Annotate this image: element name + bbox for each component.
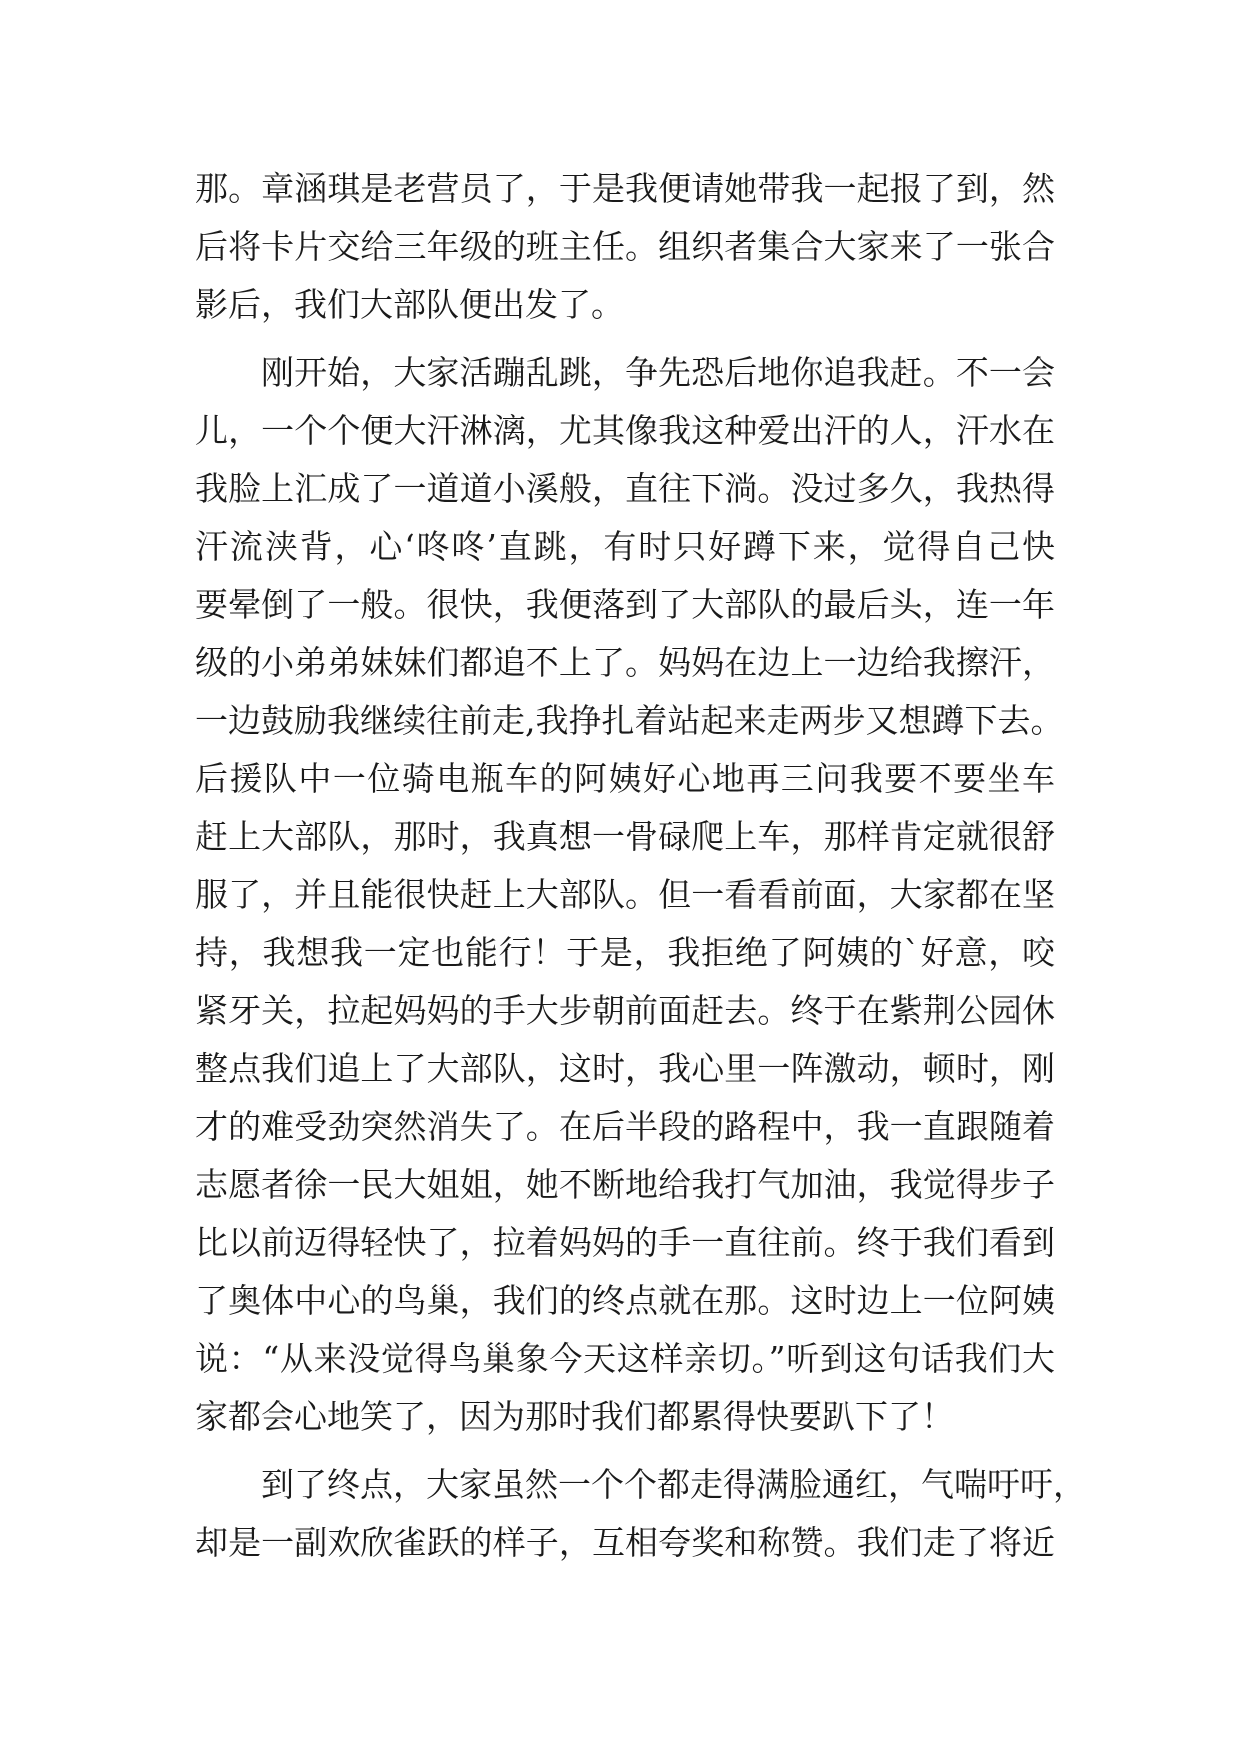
text-line: 影后，我们大部队便出发了。 xyxy=(195,285,624,324)
text-line: 家都会心地笑了，因为那时我们都累得快要趴下了！ xyxy=(195,1397,954,1436)
text-line: 到了终点，大家虽然一个个都走得满脸通红，气喘吁吁， xyxy=(261,1465,1086,1504)
text-line: 整点我们追上了大部队，这时，我心里一阵激动，顿时，刚 xyxy=(195,1049,1055,1088)
paragraph xyxy=(195,160,1055,334)
text-line: 儿，一个个便大汗淋漓，尤其像我这种爱出汗的人，汗水在 xyxy=(195,411,1055,450)
text-line: 比以前迈得轻快了，拉着妈妈的手一直往前。终于我们看到 xyxy=(195,1223,1055,1262)
text-line: 说：“从来没觉得鸟巢象今天这样亲切。”听到这句话我们大 xyxy=(195,1339,1055,1378)
text-line: 志愿者徐一民大姐姐，她不断地给我打气加油，我觉得步子 xyxy=(195,1165,1055,1204)
text-line: 级的小弟弟妹妹们都追不上了。妈妈在边上一边给我擦汗， xyxy=(195,643,1055,682)
text-line: 持，我想我一定也能行！于是，我拒绝了阿姨的`好意，咬 xyxy=(195,933,1055,972)
text-line: 紧牙关，拉起妈妈的手大步朝前面赶去。终于在紫荆公园休 xyxy=(195,991,1055,1030)
text-line: 刚开始，大家活蹦乱跳，争先恐后地你追我赶。不一会 xyxy=(261,353,1055,392)
paragraph xyxy=(195,1456,1086,1572)
text-line: 服了，并且能很快赶上大部队。但一看看前面，大家都在坚 xyxy=(195,875,1055,914)
text-line: 赶上大部队，那时，我真想一骨碌爬上车，那样肯定就很舒 xyxy=(195,817,1055,856)
text-line: 后援队中一位骑电瓶车的阿姨好心地再三问我要不要坐车 xyxy=(195,759,1055,798)
text-line: 了奥体中心的鸟巢，我们的终点就在那。这时边上一位阿姨 xyxy=(195,1281,1055,1320)
text-line: 才的难受劲突然消失了。在后半段的路程中，我一直跟随着 xyxy=(195,1107,1055,1146)
text-line: 我脸上汇成了一道道小溪般，直往下淌。没过多久，我热得 xyxy=(195,469,1055,508)
text-line: 却是一副欢欣雀跃的样子，互相夸奖和称赞。我们走了将近 xyxy=(195,1523,1055,1562)
text-line: 要晕倒了一般。很快，我便落到了大部队的最后头，连一年 xyxy=(195,585,1055,624)
text-line: 后将卡片交给三年级的班主任。组织者集合大家来了一张合 xyxy=(195,227,1055,266)
paragraph xyxy=(195,344,1064,1446)
body-text xyxy=(195,160,1086,1572)
text-line: 那。章涵琪是老营员了，于是我便请她带我一起报了到，然 xyxy=(195,169,1055,208)
text-line: 汗流浃背，心‘咚咚’直跳，有时只好蹲下来，觉得自己快 xyxy=(195,527,1055,566)
text-line: 一边鼓励我继续往前走,我挣扎着站起来走两步又想蹲下去。 xyxy=(195,701,1064,740)
